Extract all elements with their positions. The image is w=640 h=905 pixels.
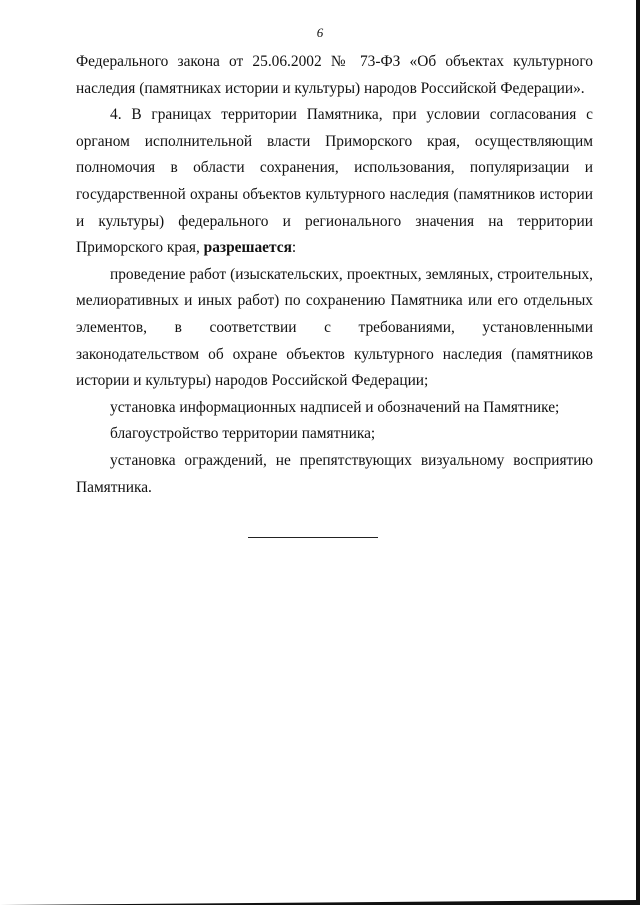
- list-item-landscaping: благоустройство территории памятника;: [110, 425, 376, 443]
- list-item-signs: установка информационных надписей и обозначений на Памятнике;: [110, 398, 560, 416]
- permission-clause-text: 4. В границах территории Памятника, при условии согласования с органом исполнительной власти Приморского края, осуществляющим полномочия в области сохранения, использования, популяризации и государственной охраны объектов культурного наследия (памятников истории и культуры) федерального и регионального значения на территории Приморского края,: [76, 106, 593, 257]
- end-divider-line: [248, 537, 378, 538]
- page-number: 6: [316, 25, 324, 40]
- list-item-fencing: установка ограждений, не препятствующих визуальному восприятию Памятника.: [76, 451, 593, 496]
- list-item-works: проведение работ (изыскательских, проектных, земляных, строительных, мелиоративных и иных работ) по сохранению Памятника или его отдельных элементов, в соответствии с требованиями, установленными законодательством об охране объектов культурного наследия (памятников истории и культуры) народов Российской Федерации;: [76, 265, 593, 390]
- document-body: [76, 49, 593, 501]
- permitted-keyword: разрешается: [203, 239, 292, 257]
- permission-clause-colon: :: [291, 239, 297, 257]
- paragraph-law-reference: Федерального закона от 25.06.2002 № 73-ФЗ «Об объектах культурного наследия (памятниках истории и культуры) народов Российской Федерации».: [76, 53, 593, 97]
- scan-edge-bottom: [0, 900, 640, 905]
- paragraph-permission-clause: [76, 102, 593, 262]
- scan-edge-right: [636, 0, 640, 905]
